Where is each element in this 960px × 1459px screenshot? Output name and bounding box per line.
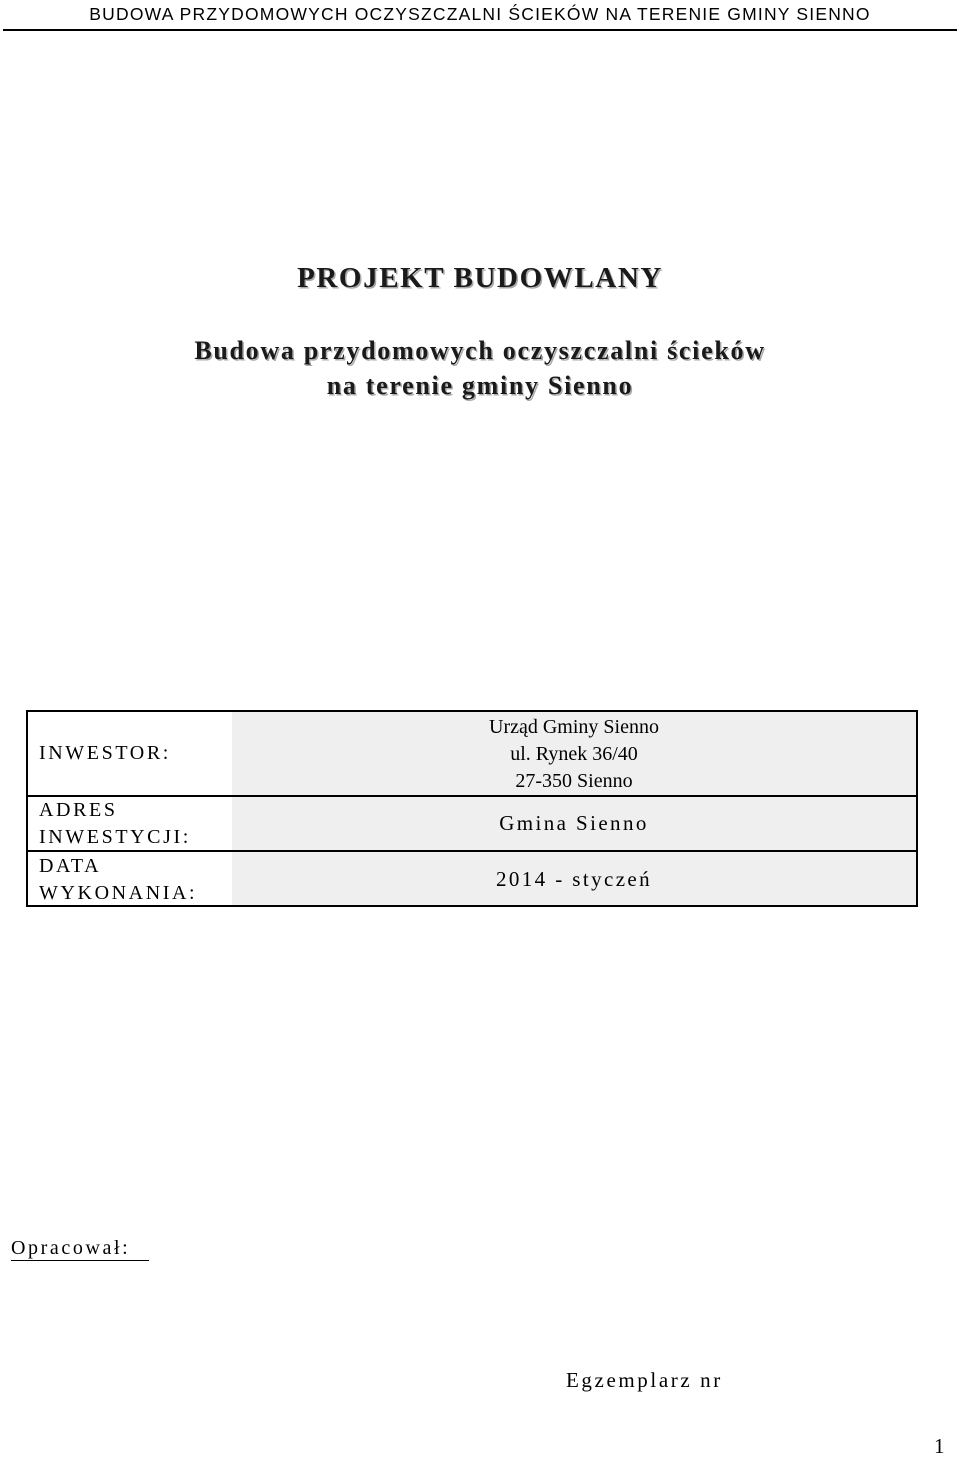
page-number: 1 — [934, 1434, 945, 1458]
prepared-by-label: Opracował: — [11, 1237, 131, 1259]
values-column — [232, 712, 916, 905]
project-subtitle-line-1: Budowa przydomowych oczyszczalni ścieków — [194, 336, 766, 365]
investment-address-label — [39, 797, 191, 851]
project-info-table — [26, 710, 918, 907]
project-subtitle-line-2: na terenie gminy Sienno — [326, 371, 634, 400]
execution-date-value: 2014 - styczeń — [495, 867, 653, 891]
investor-label: INWESTOR: — [39, 742, 171, 764]
row-divider — [28, 795, 916, 797]
execution-date-label-line-1: DATA — [39, 855, 102, 877]
header-rule — [3, 29, 957, 31]
document-title: PROJEKT BUDOWLANY — [297, 262, 663, 294]
running-header: BUDOWA PRZYDOMOWYCH OCZYSZCZALNI ŚCIEKÓW NA TERENIE GMINY SIENNO — [89, 4, 871, 24]
investment-address-label-line-2: INWESTYCJI: — [39, 826, 191, 848]
copy-number-label: Egzemplarz nr — [566, 1368, 723, 1392]
investor-postal-city: 27-350 Sienno — [515, 770, 633, 792]
investor-street: ul. Rynek 36/40 — [510, 743, 638, 765]
row-divider — [28, 850, 916, 852]
prepared-by-underline — [11, 1260, 149, 1261]
investor-name: Urząd Gminy Sienno — [489, 716, 659, 738]
investment-address-label-line-1: ADRES — [39, 799, 118, 821]
execution-date-label-line-2: WYKONANIA: — [39, 882, 198, 904]
labels-column — [28, 712, 234, 905]
execution-date-label — [39, 853, 197, 907]
investment-address-value: Gmina Sienno — [499, 811, 649, 835]
